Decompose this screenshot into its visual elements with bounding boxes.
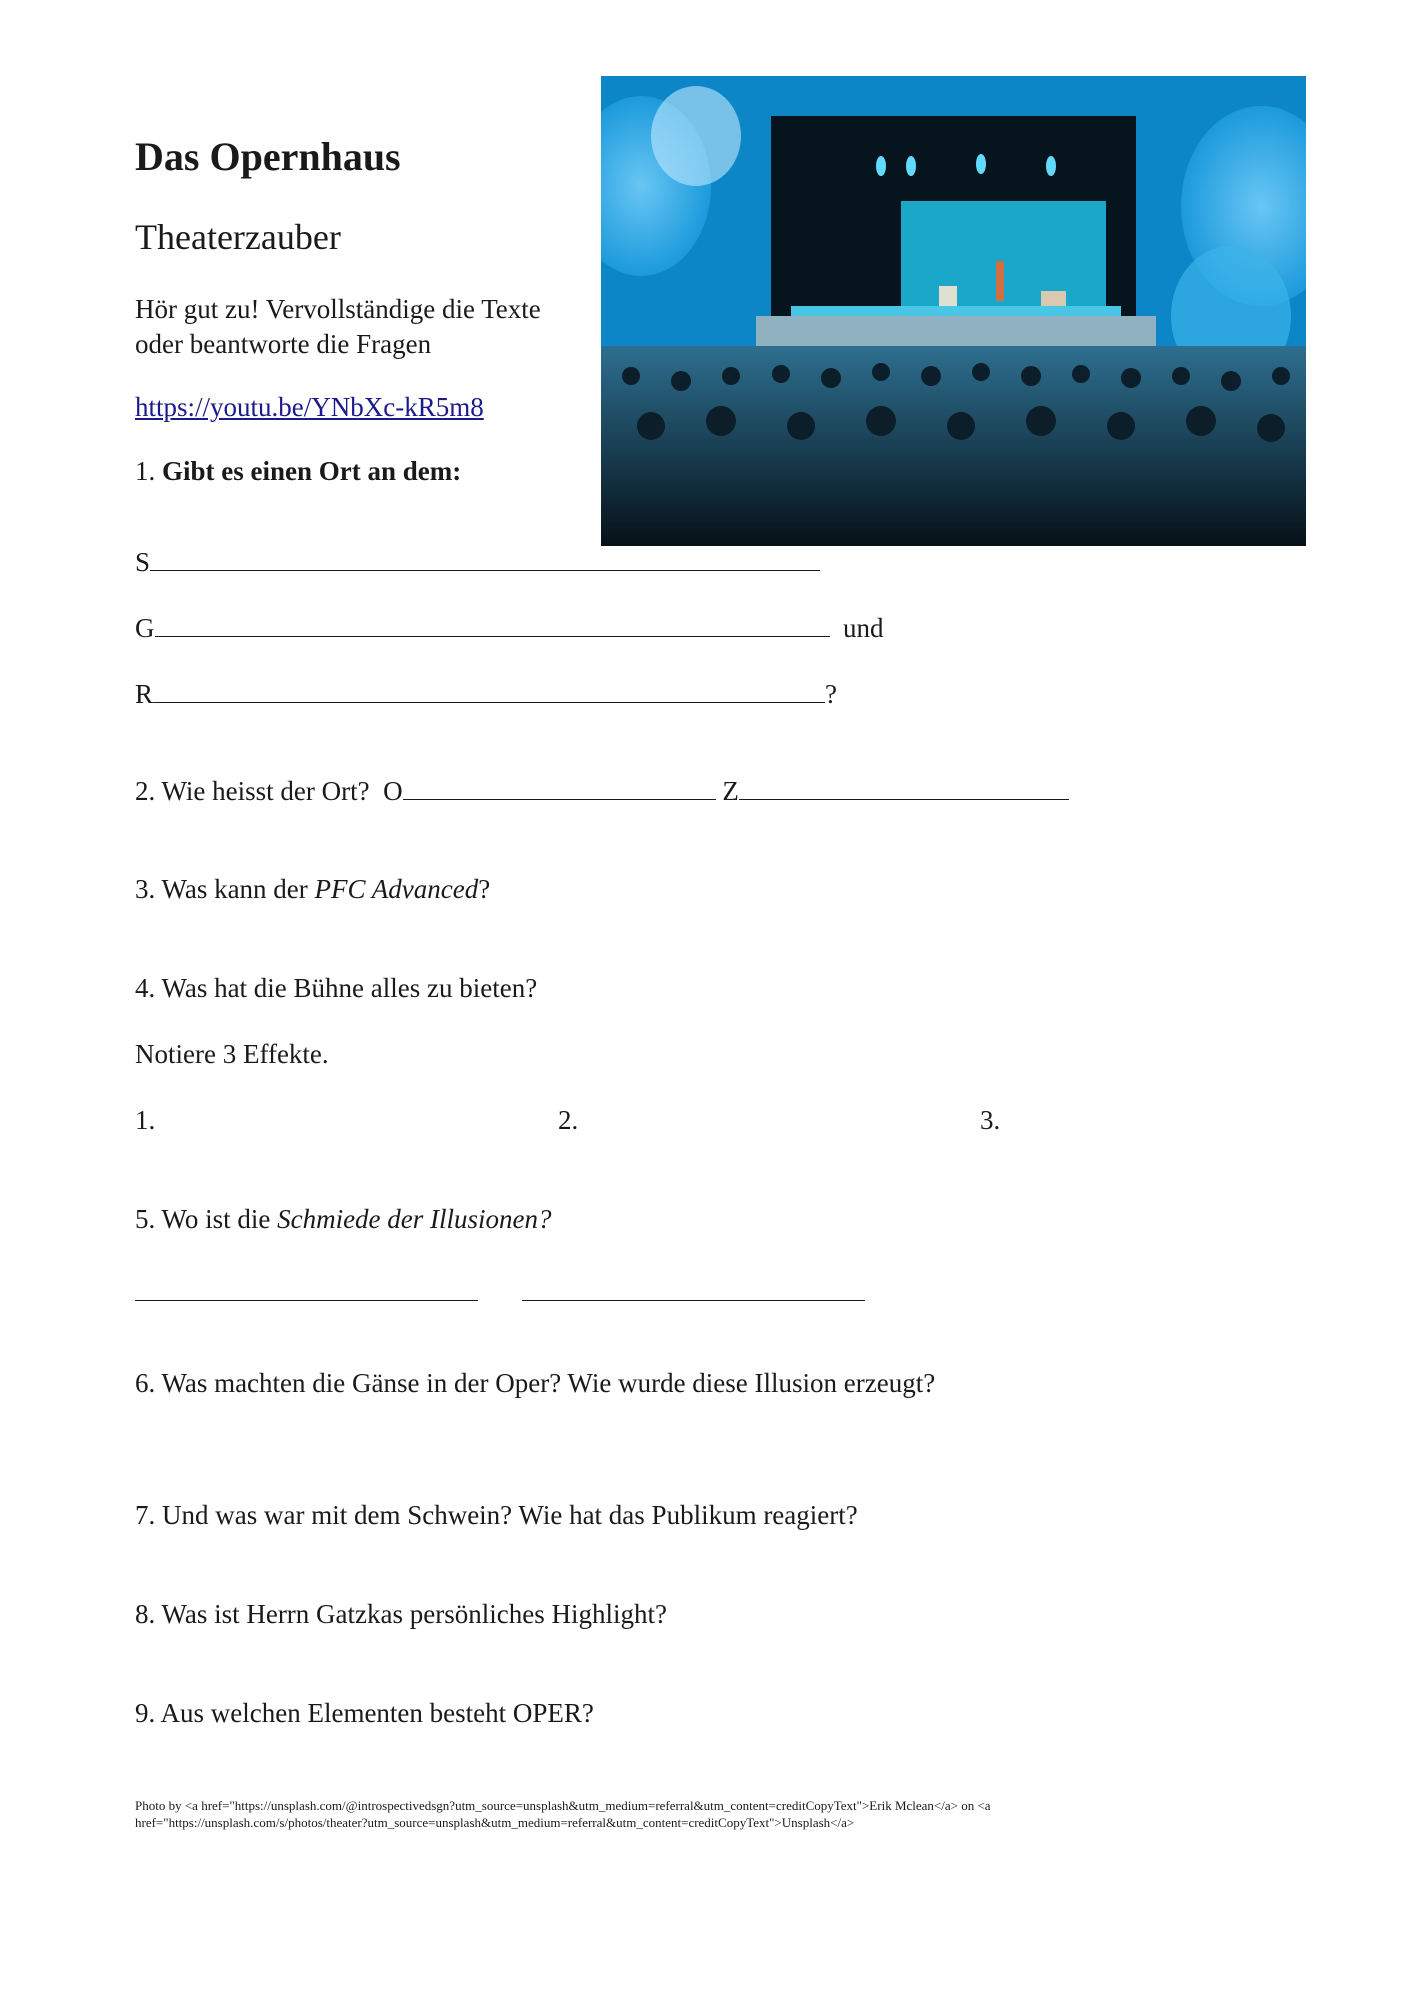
question-5 bbox=[135, 1204, 552, 1235]
answer-line-r-letter: R bbox=[135, 679, 154, 709]
video-link[interactable]: https://youtu.be/YNbXc-kR5m8 bbox=[135, 392, 484, 422]
answer-line-s-letter: S bbox=[135, 547, 151, 577]
answer-line-s[interactable] bbox=[135, 546, 820, 578]
question-6: 6. Was machten die Gänse in der Oper? Wie wurde diese Illusion erzeugt? bbox=[135, 1368, 936, 1398]
question-5-italic: Schmiede der Illusionen? bbox=[277, 1204, 552, 1234]
question-4-note: Notiere 3 Effekte. bbox=[135, 1039, 329, 1069]
question-8: 8. Was ist Herrn Gatzkas persönliches Highlight? bbox=[135, 1599, 667, 1629]
question-3-italic: PFC Advanced bbox=[314, 874, 479, 904]
intro-line-1: Hör gut zu! Vervollständige die Texte bbox=[135, 294, 541, 324]
answer-line-g[interactable] bbox=[135, 612, 884, 644]
page-subtitle: Theaterzauber bbox=[135, 217, 341, 257]
question-5-prefix: 5. Wo ist die bbox=[135, 1204, 278, 1234]
answer-o-blank[interactable] bbox=[403, 775, 716, 800]
question-3-suffix: ? bbox=[478, 874, 491, 904]
question-2-z: Z bbox=[722, 776, 739, 806]
intro-line-2: oder beantworte die Fragen bbox=[135, 329, 432, 359]
question-1 bbox=[135, 456, 461, 487]
answer-z-blank[interactable] bbox=[739, 775, 1069, 800]
photo-credit: Photo by <a href="https://unsplash.com/@introspectivedsgn?utm_source=unsplash&utm_medium=referral&utm_content=creditCopyText">Erik Mclean</a> on <a href="https://unsplash.com/s/photos/theater?utm_source=unsplash&utm_medium=referral&utm_content=creditCopyText">Unsplash</a> bbox=[135, 1798, 991, 1830]
theater-stage-photo bbox=[601, 76, 1306, 546]
answer-line-r[interactable] bbox=[135, 678, 837, 710]
answer-line-g-suffix: und bbox=[843, 613, 884, 643]
effect-3-label: 3. bbox=[980, 1105, 1001, 1135]
effect-1-label: 1. bbox=[135, 1105, 156, 1135]
question-3 bbox=[135, 874, 490, 905]
question-2 bbox=[135, 775, 1069, 807]
effect-2-label: 2. bbox=[558, 1105, 579, 1135]
page-title: Das Opernhaus bbox=[135, 134, 401, 179]
question-1-number: 1. bbox=[135, 456, 156, 486]
question-9: 9. Aus welchen Elementen besteht OPER? bbox=[135, 1698, 594, 1728]
question-2-text: 2. Wie heisst der Ort? bbox=[135, 776, 370, 806]
question-1-text: Gibt es einen Ort an dem: bbox=[162, 456, 462, 486]
answer-line-r-blank[interactable] bbox=[153, 678, 825, 703]
question-7: 7. Und was war mit dem Schwein? Wie hat das Publikum reagiert? bbox=[135, 1500, 858, 1530]
question-3-prefix: 3. Was kann der bbox=[135, 874, 315, 904]
answer-line-g-blank[interactable] bbox=[155, 612, 830, 637]
answer-line-s-blank[interactable] bbox=[150, 546, 820, 571]
question-4: 4. Was hat die Bühne alles zu bieten? bbox=[135, 973, 538, 1003]
intro-text bbox=[135, 292, 595, 362]
answer-5-blank-2[interactable] bbox=[522, 1276, 865, 1301]
question-2-o: O bbox=[383, 776, 403, 806]
answer-line-r-suffix: ? bbox=[825, 679, 837, 709]
answer-line-g-letter: G bbox=[135, 613, 155, 643]
answer-5-blank-1[interactable] bbox=[135, 1276, 478, 1301]
